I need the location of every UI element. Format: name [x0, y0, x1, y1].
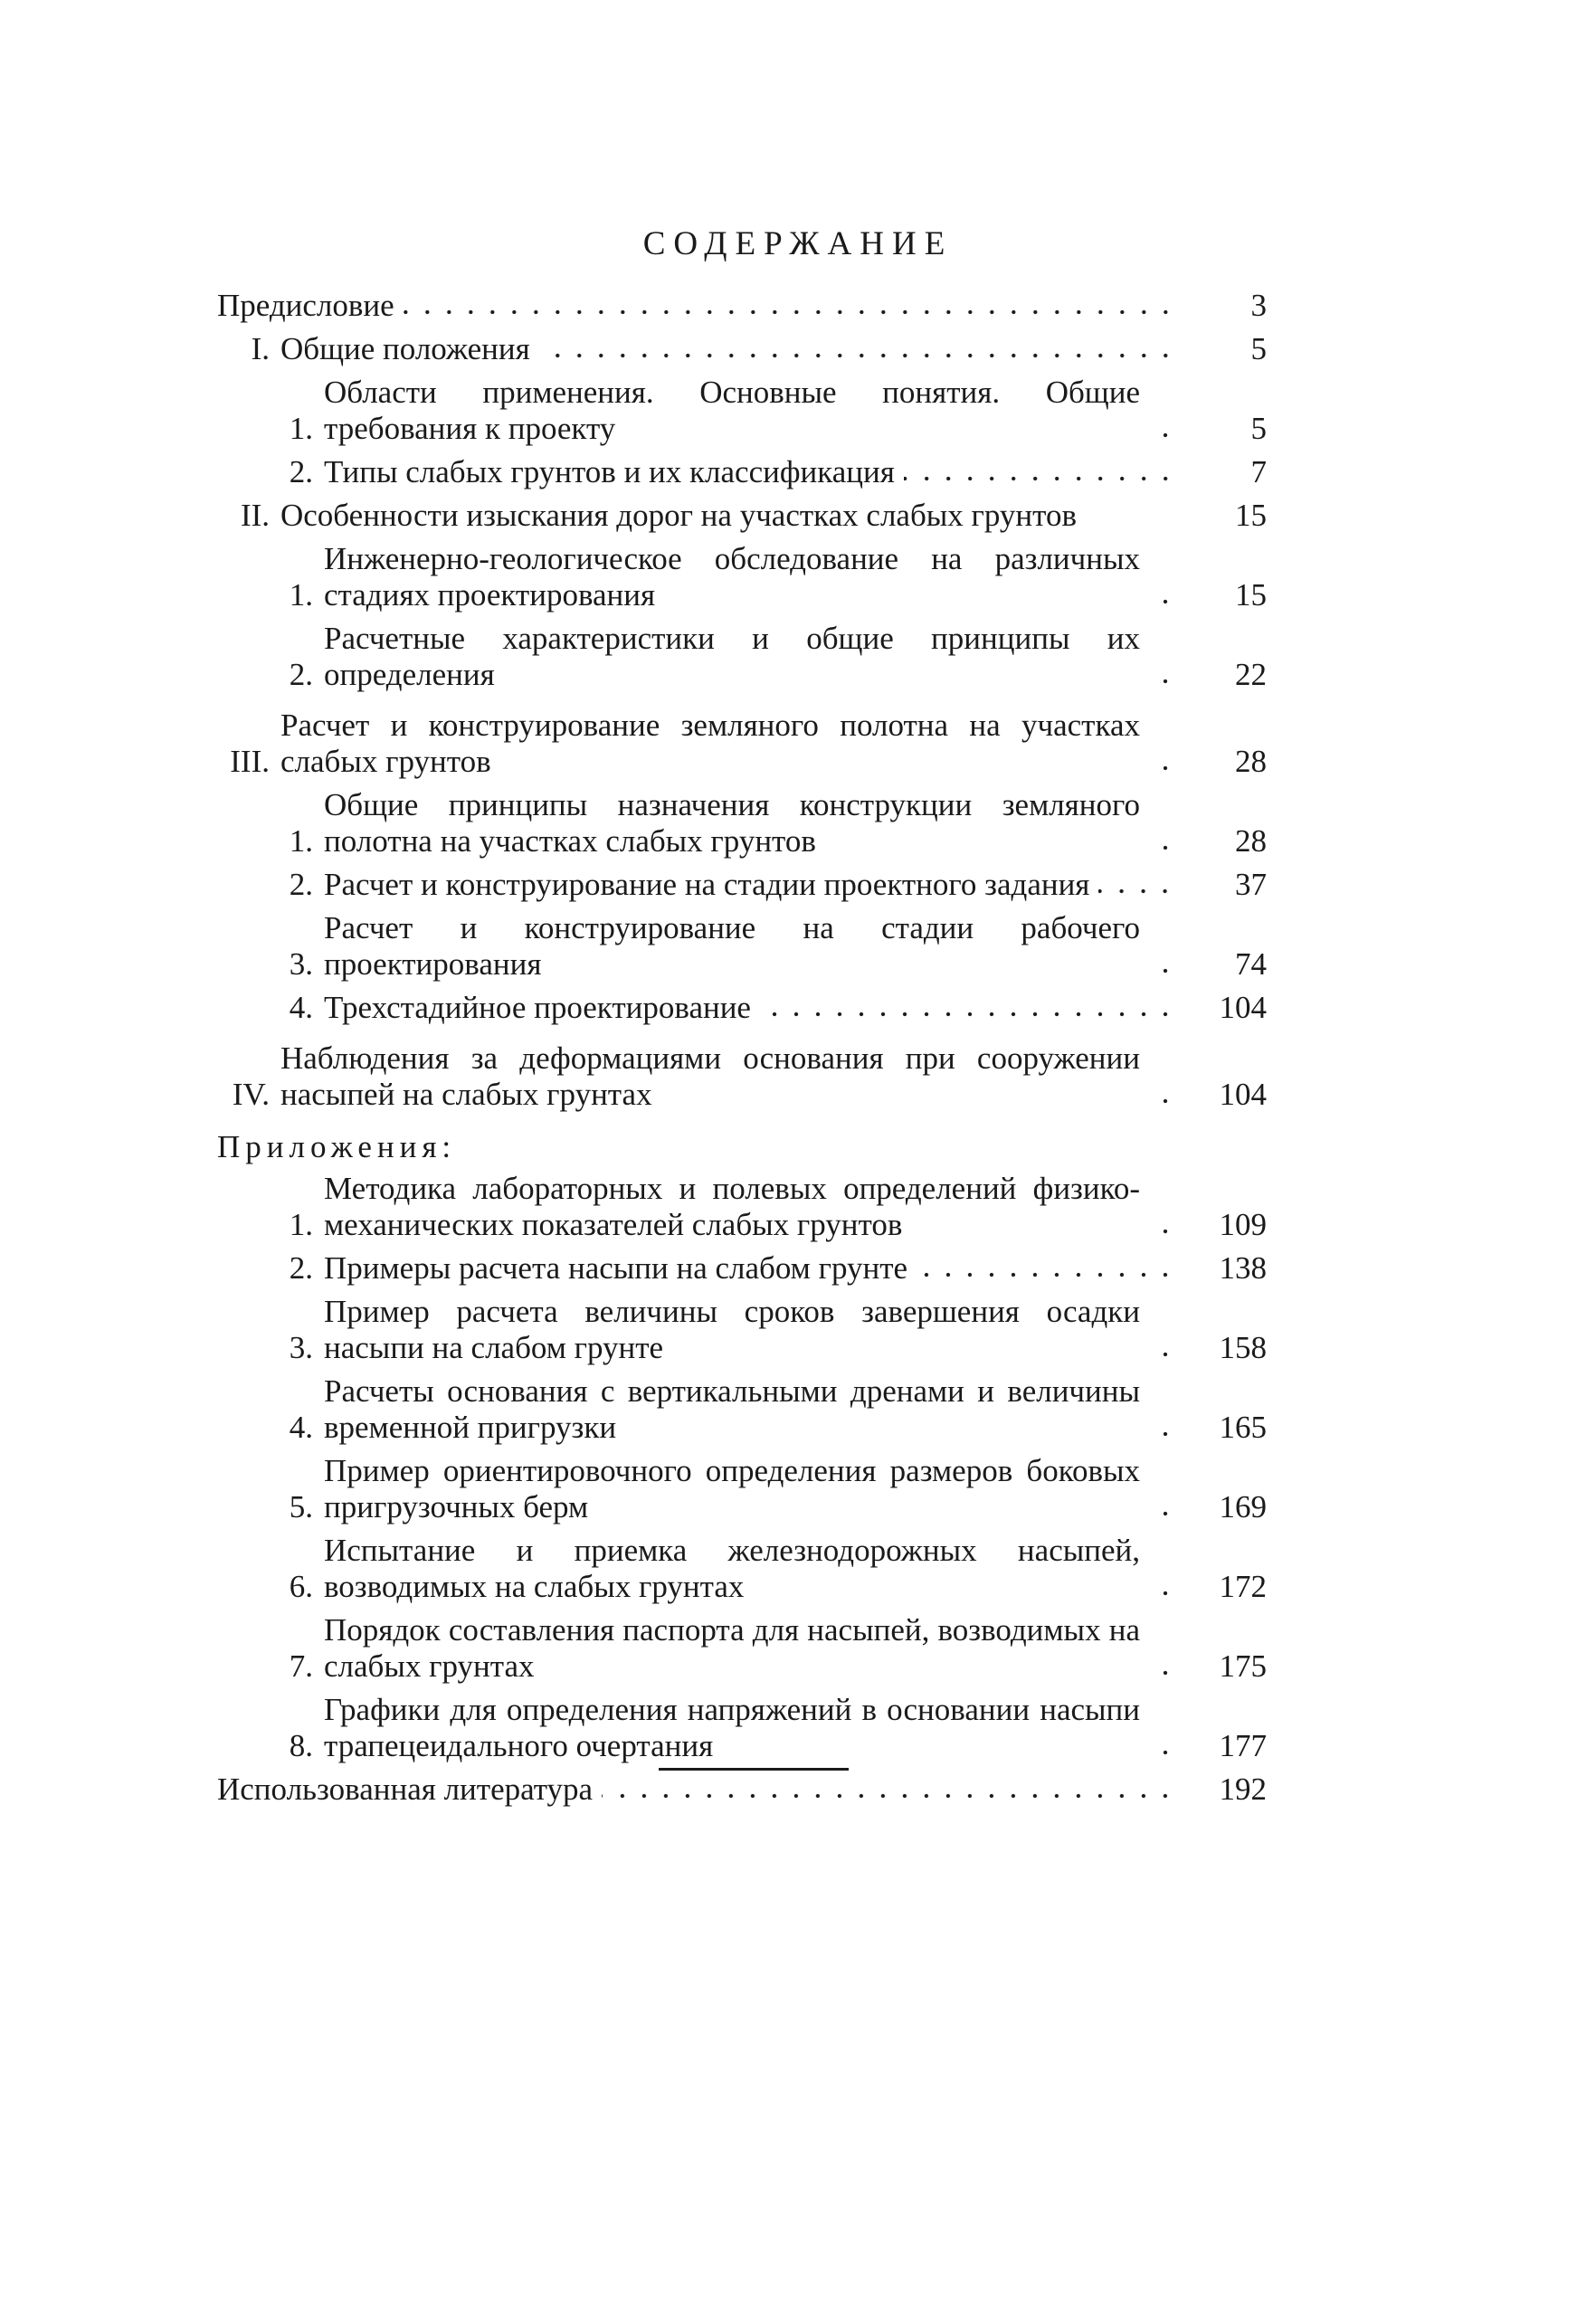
entry-page: 37: [1235, 867, 1267, 902]
entry-text: Инженерно-геологическое обследование на различных стадиях проектирования: [324, 541, 1140, 613]
toc-entry[interactable]: [217, 1453, 1267, 1525]
entry-text: Типы слабых грунтов и их классификация: [324, 454, 895, 489]
entry-body: [280, 498, 1185, 534]
entry-body: [280, 331, 1185, 367]
entry-number: IV.: [232, 1077, 270, 1112]
entry-page: 158: [1219, 1330, 1267, 1365]
dot-leader: [1149, 765, 1176, 771]
entry-page: 172: [1219, 1569, 1267, 1604]
entry-body: [324, 1692, 1185, 1764]
toc-entry[interactable]: [217, 708, 1267, 780]
toc-entry[interactable]: [217, 621, 1267, 693]
toc-entry[interactable]: [217, 288, 1267, 324]
toc-entry[interactable]: [217, 454, 1267, 490]
toc-entry[interactable]: [217, 498, 1267, 534]
entry-body: [324, 787, 1185, 860]
entry-number: 8.: [289, 1728, 313, 1763]
dot-leader: [1098, 888, 1176, 894]
entry-body: [324, 621, 1185, 693]
dot-leader: [1149, 1431, 1176, 1437]
toc-entry[interactable]: [217, 1250, 1267, 1287]
toc-entry[interactable]: [217, 1533, 1267, 1605]
entry-page: 28: [1235, 823, 1267, 859]
entry-body: [324, 1171, 1185, 1243]
entry-number: 2.: [289, 657, 313, 692]
dot-leader: [1149, 1591, 1176, 1596]
entry-body: [324, 1612, 1185, 1685]
toc-entry-references[interactable]: [217, 1771, 1267, 1808]
entry-body: [280, 708, 1185, 780]
entry-text: Особенности изыскания дорог на участках слабых грунтов: [280, 498, 1078, 533]
appendix-label: Приложения:: [217, 1129, 457, 1164]
entry-text: Методика лабораторных и полевых определений физико-механических показателей слабых грунтов: [324, 1171, 1140, 1242]
entry-page: 5: [1250, 331, 1267, 366]
toc-entry[interactable]: [217, 867, 1267, 903]
entry-number: I.: [251, 331, 270, 366]
entry-text: Общие принципы назначения конструкции земляного полотна на участках слабых грунтов: [324, 787, 1140, 859]
entry-number: 4.: [289, 990, 313, 1025]
entry-body: [324, 1250, 1185, 1287]
dot-leader: [760, 1012, 1176, 1017]
entry-text: Общие положения: [280, 331, 530, 366]
entry-text: Расчет и конструирование на стадии рабочего проектирования: [324, 910, 1140, 982]
entry-body: [217, 288, 1185, 324]
dot-leader: [602, 1793, 1176, 1799]
entry-page: 28: [1235, 744, 1267, 779]
dot-leader: [1149, 1229, 1176, 1234]
end-rule: [659, 1768, 849, 1771]
entry-page: 169: [1219, 1489, 1267, 1524]
entry-number: 2.: [289, 867, 313, 902]
entry-text: Расчеты основания с вертикальными дренами и величины временной пригрузки: [324, 1373, 1140, 1445]
toc-title: СОДЕРЖАНИЕ: [642, 225, 954, 262]
toc-entry[interactable]: [217, 990, 1267, 1026]
entry-number: 1.: [289, 1207, 313, 1242]
entry-text: Примеры расчета насыпи на слабом грунте: [324, 1250, 908, 1286]
entry-number: 3.: [289, 1330, 313, 1365]
entry-page: 165: [1219, 1410, 1267, 1445]
entry-body: [217, 1771, 1185, 1808]
entry-page: 177: [1219, 1728, 1267, 1763]
entry-page: 109: [1219, 1207, 1267, 1242]
toc-entry[interactable]: [217, 1040, 1267, 1113]
dot-leader: [1149, 845, 1176, 850]
dot-leader: [539, 353, 1176, 358]
entry-text: Пример расчета величины сроков завершения осадки насыпи на слабом грунте: [324, 1294, 1140, 1365]
entry-text: Области применения. Основные понятия. Общие требования к проекту: [324, 375, 1140, 446]
dot-leader: [904, 476, 1176, 481]
entry-text: Порядок составления паспорта для насыпей, возводимых на слабых грунтах: [324, 1612, 1140, 1684]
entry-number: 4.: [289, 1410, 313, 1445]
entry-number: II.: [240, 498, 270, 533]
dot-leader: [1149, 599, 1176, 604]
entry-number: 1.: [289, 411, 313, 446]
toc-entry[interactable]: [217, 910, 1267, 983]
toc-entry[interactable]: [217, 1294, 1267, 1366]
entry-text: Графики для определения напряжений в основании насыпи трапецеидального очертания: [324, 1692, 1140, 1763]
entry-page: 3: [1250, 288, 1267, 323]
entry-body: [324, 454, 1185, 490]
toc-entry[interactable]: [217, 1373, 1267, 1446]
entry-text: Предисловие: [217, 288, 394, 323]
toc-entry[interactable]: [217, 1692, 1267, 1764]
entry-text: Расчетные характеристики и общие принципы их определения: [324, 621, 1140, 692]
dot-leader: [1149, 432, 1176, 438]
entry-body: [324, 541, 1185, 613]
entry-number: 1.: [289, 577, 313, 613]
dot-leader: [1149, 1670, 1176, 1676]
entry-body: [324, 1373, 1185, 1446]
entry-text: Наблюдения за деформациями основания при сооружении насыпей на слабых грунтах: [280, 1040, 1140, 1112]
entry-body: [324, 1294, 1185, 1366]
entry-number: 2.: [289, 454, 313, 489]
dot-leader: [1149, 679, 1176, 684]
entry-page: 22: [1235, 657, 1267, 692]
entry-page: 104: [1219, 1077, 1267, 1112]
entry-text: Пример ориентировочного определения размеров боковых пригрузочных берм: [324, 1453, 1140, 1524]
entry-page: 192: [1219, 1771, 1267, 1807]
entry-page: 15: [1235, 577, 1267, 613]
entry-number: 7.: [289, 1648, 313, 1684]
entry-text: Испытание и приемка железнодорожных насыпей, возводимых на слабых грунтах: [324, 1533, 1140, 1604]
entry-page: 104: [1219, 990, 1267, 1025]
entry-number: 6.: [289, 1569, 313, 1604]
toc-entry[interactable]: [217, 1171, 1267, 1243]
toc-entry[interactable]: [217, 375, 1267, 447]
entry-body: [324, 375, 1185, 447]
entry-text: Трехстадийное проектирование: [324, 990, 751, 1025]
toc-entry[interactable]: [217, 331, 1267, 367]
dot-leader: [1149, 968, 1176, 974]
entry-page: 15: [1235, 498, 1267, 533]
dot-leader: [1149, 1750, 1176, 1755]
entry-page: 138: [1219, 1250, 1267, 1286]
table-of-contents: [217, 288, 1267, 1815]
entry-body: [324, 990, 1185, 1026]
entry-page: 74: [1235, 946, 1267, 982]
entry-text: Расчет и конструирование земляного полотна на участках слабых грунтов: [280, 708, 1140, 779]
entry-number: III.: [230, 744, 270, 779]
entry-number: 3.: [289, 946, 313, 982]
entry-body: [324, 867, 1185, 903]
entry-number: 1.: [289, 823, 313, 859]
entry-number: 5.: [289, 1489, 313, 1524]
entry-body: [280, 1040, 1185, 1113]
entry-text: Расчет и конструирование на стадии проектного задания: [324, 867, 1090, 902]
entry-text: Использованная литература: [217, 1771, 594, 1807]
entry-page: 7: [1250, 454, 1267, 489]
entry-page: 175: [1219, 1648, 1267, 1684]
entry-body: [324, 1533, 1185, 1605]
toc-entry[interactable]: [217, 541, 1267, 613]
toc-appendix-entries: [217, 1171, 1267, 1764]
toc-entry[interactable]: [217, 787, 1267, 860]
dot-leader: [1149, 1352, 1176, 1357]
dot-leader: [404, 309, 1176, 315]
entry-body: [324, 1453, 1185, 1525]
dot-leader: [1149, 1098, 1176, 1104]
dot-leader: [1149, 1511, 1176, 1516]
toc-entry[interactable]: [217, 1612, 1267, 1685]
toc-main-entries: [217, 288, 1267, 1113]
dot-leader: [917, 1272, 1176, 1277]
entry-page: 5: [1250, 411, 1267, 446]
entry-body: [324, 910, 1185, 983]
entry-number: 2.: [289, 1250, 313, 1286]
